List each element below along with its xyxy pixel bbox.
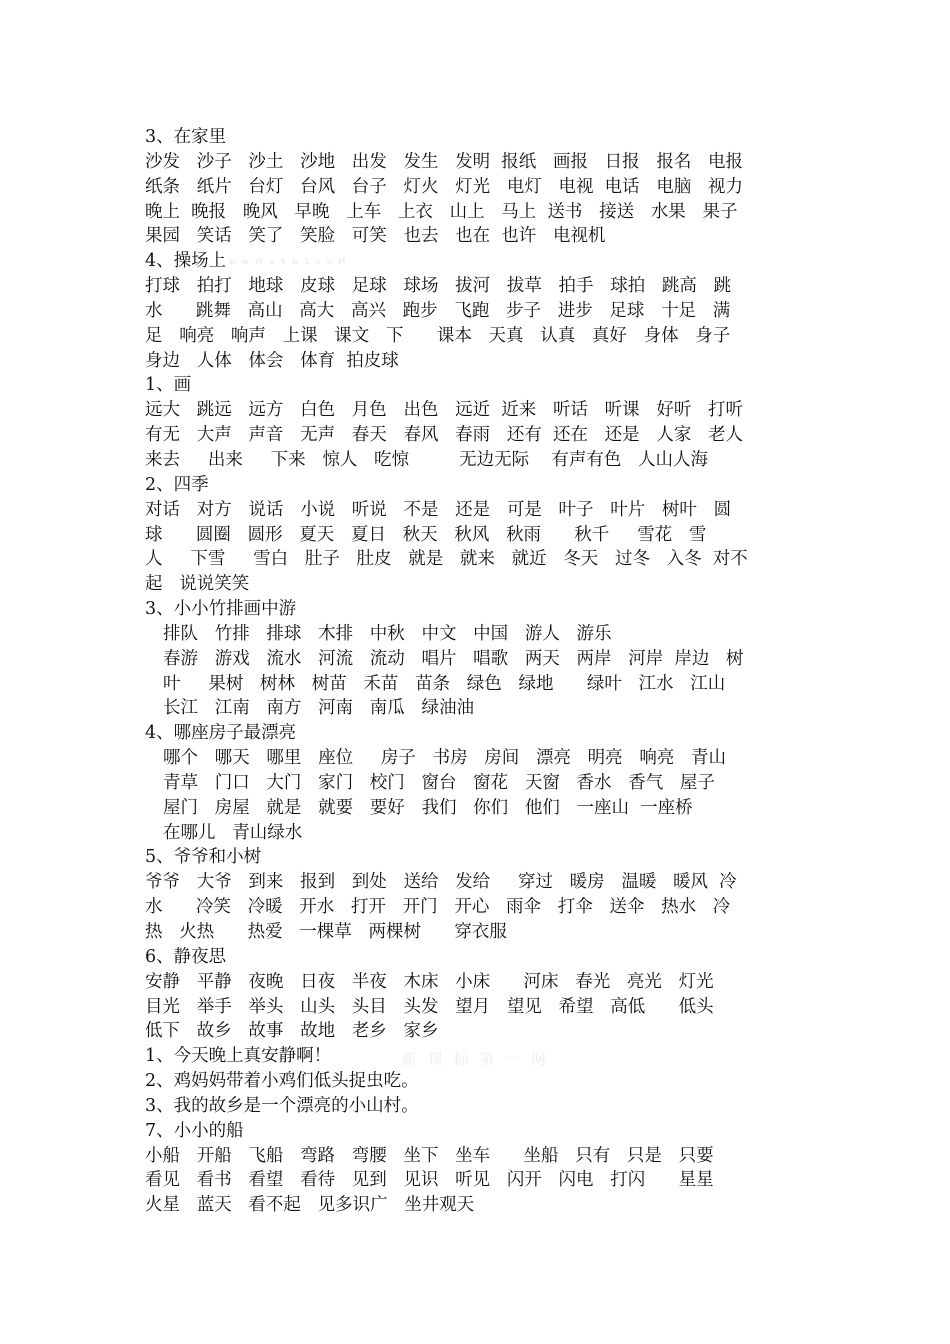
text-line <box>145 498 815 523</box>
text-line <box>145 845 815 870</box>
text-line <box>145 523 815 548</box>
line-text: 有无 大声 声音 无声 春天 春风 春雨 还有 还在 还是 人家 老人 <box>145 425 744 446</box>
text-line <box>145 1094 815 1119</box>
text-line <box>145 746 815 771</box>
line-text: 3、我的故乡是一个漂亮的小山村。 <box>145 1095 419 1116</box>
text-line <box>145 1193 815 1218</box>
line-text: 3、小小竹排画中游 <box>145 599 297 620</box>
line-text: 4、哪座房子最漂亮 <box>145 723 297 744</box>
line-text: 低下 故乡 故事 故地 老乡 家乡 <box>145 1021 439 1042</box>
text-line <box>145 324 815 349</box>
text-line <box>145 895 815 920</box>
text-line <box>145 1019 815 1044</box>
text-line <box>145 175 815 200</box>
line-text: 2、四季 <box>145 474 209 495</box>
line-text: 晚上 晚报 晚风 早晚 上车 上衣 山上 马上 送书 接送 水果 果子 <box>145 201 738 222</box>
text-line <box>145 1144 815 1169</box>
line-text: 人 下雪 雪白 肚子 肚皮 就是 就来 就近 冬天 过冬 入冬 对不 <box>145 549 748 570</box>
text-line <box>145 299 815 324</box>
line-text: 足 响亮 响声 上课 课文 下 课本 天真 认真 真好 身体 身子 <box>145 325 731 346</box>
text-line <box>145 622 815 647</box>
line-text: 目光 举手 举头 山头 头目 头发 望月 望见 希望 高低 低头 <box>145 996 714 1017</box>
text-line <box>145 945 815 970</box>
text-line <box>145 1168 815 1193</box>
text-line <box>145 647 815 672</box>
text-line <box>145 721 815 746</box>
text-line <box>145 870 815 895</box>
text-line <box>145 970 815 995</box>
text-line <box>145 1069 815 1094</box>
text-line <box>145 995 815 1020</box>
line-text: 3、在家里 <box>145 127 227 147</box>
text-line <box>145 249 815 274</box>
line-text: 哪个 哪天 哪里 座位 房子 书房 房间 漂亮 明亮 响亮 青山 <box>163 748 727 769</box>
text-line <box>145 1119 815 1144</box>
line-text: 长江 江南 南方 河南 南瓜 绿油油 <box>163 698 474 719</box>
text-line <box>145 547 815 572</box>
line-text: 叶 果树 树林 树苗 禾苗 苗条 绿色 绿地 绿叶 江水 江山 <box>163 673 726 694</box>
line-text: 纸条 纸片 台灯 台风 台子 灯火 灯光 电灯 电视 电话 电脑 视力 <box>145 176 744 197</box>
line-text: 远大 跳远 远方 白色 月色 出色 远近 近来 听话 听课 好听 打听 <box>145 400 744 421</box>
line-text: 水 跳舞 高山 高大 高兴 跑步 飞跑 步子 进步 足球 十足 满 <box>145 300 731 321</box>
text-line <box>145 597 815 622</box>
text-line <box>145 821 815 846</box>
line-text: 水 冷笑 冷暖 开水 打开 开门 开心 雨伞 打伞 送伞 热水 冷 <box>145 897 731 918</box>
text-line <box>145 448 815 473</box>
line-text: 爷爷 大爷 到来 报到 到处 送给 发给 穿过 暖房 温暖 暖风 冷 <box>145 872 737 893</box>
text-line <box>145 771 815 796</box>
line-text: 6、静夜思 <box>145 946 227 967</box>
text-line <box>145 473 815 498</box>
text-line <box>145 349 815 374</box>
line-text: 在哪儿 青山绿水 <box>163 822 303 843</box>
text-line <box>145 696 815 721</box>
line-text: 7、小小的船 <box>145 1120 244 1141</box>
text-line <box>145 150 815 175</box>
text-line <box>145 423 815 448</box>
line-text: 热 火热 热爱 一棵草 两棵树 穿衣服 <box>145 922 507 942</box>
line-text: 火星 蓝天 看不起 见多识广 坐井观天 <box>145 1195 475 1216</box>
text-line <box>145 200 815 225</box>
line-text: 1、今天晚上真安静啊！ <box>145 1046 332 1067</box>
line-text: 小船 开船 飞船 弯路 弯腰 坐下 坐车 坐船 只有 只是 只要 <box>145 1145 714 1166</box>
line-text: 沙发 沙子 沙土 沙地 出发 发生 发明 报纸 画报 日报 报名 电报 <box>145 151 744 172</box>
watermark-inline: w w W x K b 1 c o M <box>229 257 348 267</box>
line-text: 青草 门口 大门 家门 校门 窗台 窗花 天窗 香水 香气 屋子 <box>163 772 715 793</box>
text-line <box>145 672 815 697</box>
line-text: 4、操场上 <box>145 251 227 272</box>
text-line <box>145 796 815 821</box>
text-line <box>145 125 815 150</box>
line-text: 看见 看书 看望 看待 见到 见识 听见 闪开 闪电 打闪 星星 <box>145 1170 714 1191</box>
line-text: 5、爷爷和小树 <box>145 847 262 868</box>
text-line <box>145 224 815 249</box>
line-text: 对话 对方 说话 小说 听说 不是 还是 可是 叶子 叶片 树叶 圆 <box>145 499 732 520</box>
line-text: 2、鸡妈妈带着小鸡们低头捉虫吃。 <box>145 1071 419 1092</box>
text-line <box>145 572 815 597</box>
line-text: 身边 人体 体会 体育 拍皮球 <box>145 350 399 371</box>
line-text: 果园 笑话 笑了 笑脸 可笑 也去 也在 也许 电视机 <box>145 226 606 247</box>
line-text: 春游 游戏 流水 河流 流动 唱片 唱歌 两天 两岸 河岸 岸边 树 <box>163 648 744 669</box>
watermark-text: 新 课 标 第 一 网 <box>402 1050 549 1068</box>
text-line <box>145 373 815 398</box>
line-text: 打球 拍打 地球 皮球 足球 球场 拔河 拔草 拍手 球拍 跳高 跳 <box>145 276 732 297</box>
line-text: 屋门 房屋 就是 就要 要好 我们 你们 他们 一座山 一座桥 <box>163 797 693 818</box>
line-text: 1、画 <box>145 375 192 396</box>
text-line <box>145 274 815 299</box>
line-text: 安静 平静 夜晚 日夜 半夜 木床 小床 河床 春光 亮光 灯光 <box>145 971 714 992</box>
line-text: 起 说说笑笑 <box>145 574 250 595</box>
line-text: 球 圆圈 圆形 夏天 夏日 秋天 秋风 秋雨 秋千 雪花 雪 <box>145 524 707 545</box>
text-line <box>145 920 815 945</box>
text-line <box>145 398 815 423</box>
line-text: 来去 出来 下来 惊人 吃惊 无边无际 有声有色 人山人海 <box>145 449 709 470</box>
line-text: 排队 竹排 排球 木排 中秋 中文 中国 游人 游乐 <box>163 623 612 644</box>
